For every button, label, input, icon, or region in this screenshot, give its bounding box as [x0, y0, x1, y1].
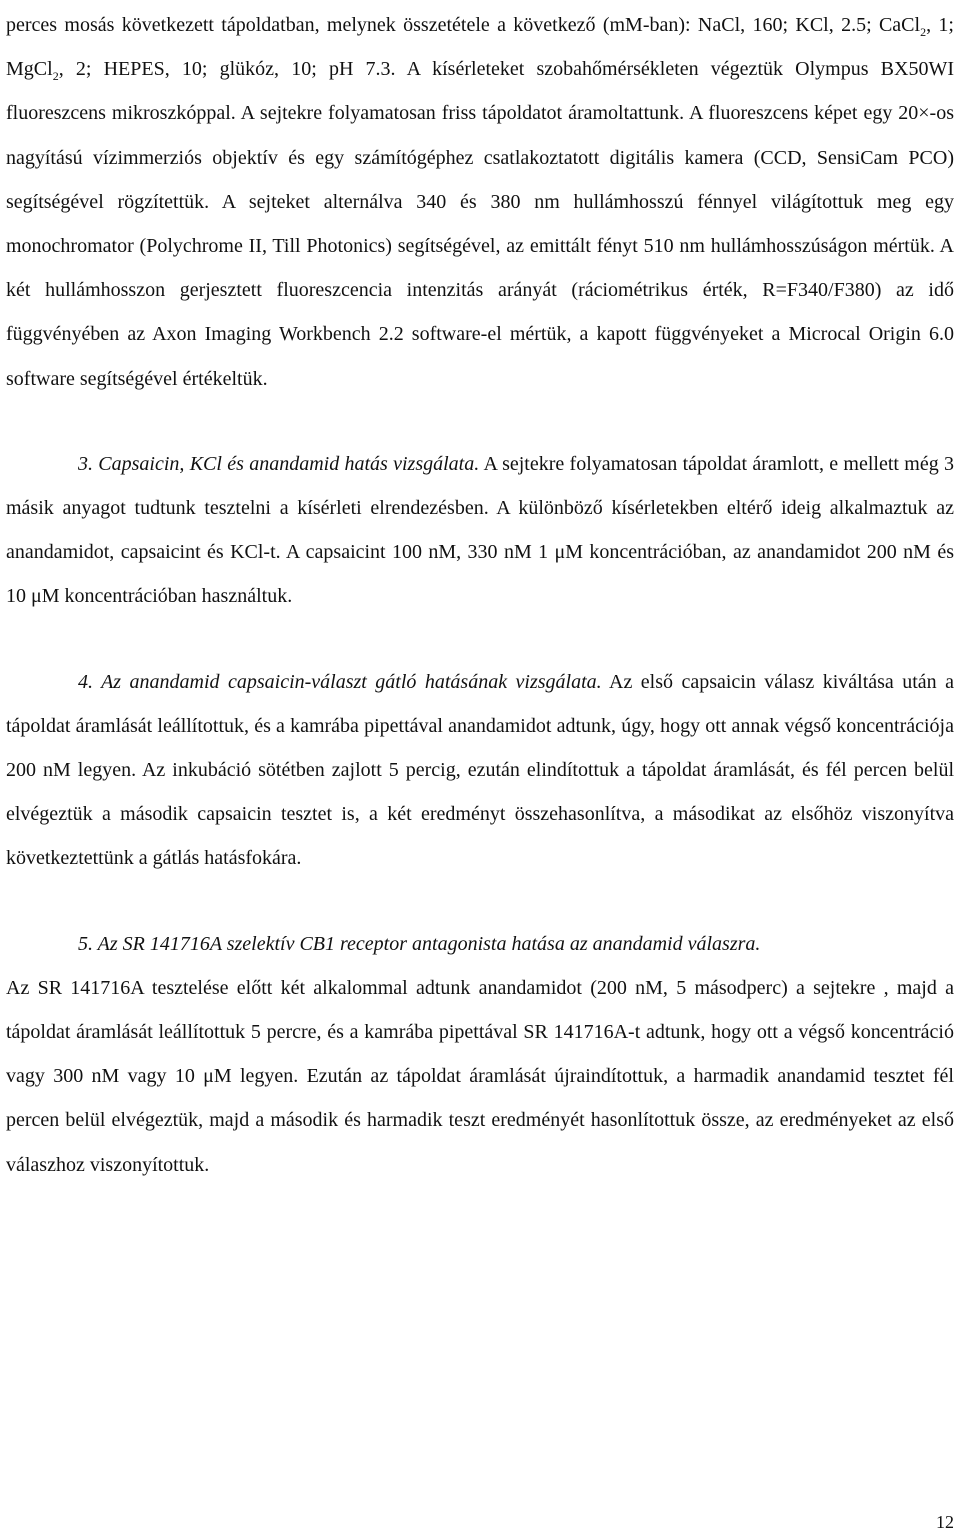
document-page — [6, 3, 954, 1187]
section-4-body: Az első capsaicin válasz kiváltása után a tápoldat áramlását leállítottuk, és a kamrába pipettával anandamidot adtunk, úgy, hogy ott annak végső koncentrációja 200 nM legyen. Az inkubáció sötétben zajlott 5 percig, ezután elindítottuk a tápoldat áramlását, és fél percen belül elvégeztük a második capsaicin tesztet is, a két eredményt összehasonlítva, a másodikat az elsőhöz viszonyítva következtettünk a gátlás hatásfokára. — [6, 670, 955, 870]
paragraph-gap — [6, 619, 954, 660]
section-4-paragraph — [6, 660, 954, 881]
section-5-body: Az SR 141716A tesztelése előtt két alkalommal adtunk anandamidot (200 nM, 5 másodperc) a sejtekre , majd a tápoldat áramlását leállítottuk 5 percre, és a kamrába pipettával SR 141716A-t adtunk, hogy ott a végső koncentráció vagy 300 nM vagy 10 μM legyen. Ezután az tápoldat áramlását újraindítottuk, a harmadik anandamid tesztet fél percen belül elvégeztük, majd a második és harmadik teszt eredményét hasonlítottuk össze, az eredményeket az első válaszhoz viszonyítottuk. — [6, 976, 954, 1176]
section-3-heading: 3. Capsaicin, KCl és anandamid hatás vizsgálata. — [78, 452, 480, 475]
paragraph-gap — [6, 401, 954, 442]
paragraph-gap — [6, 881, 954, 922]
section-3-body: A sejtekre folyamatosan tápoldat áramlott, e mellett még 3 másik anyagot tudtunk tesztelni a kísérleti elrendezésben. A különböző kísérletekben eltérő ideig alkalmaztuk az anandamidot, capsaicint és KCl-t. A capsaicint 100 nM, 330 nM 1 μM koncentrációban, az anandamidot 200 nM és 10 μM koncentrációban használtuk. — [6, 452, 954, 608]
section-3-paragraph — [6, 442, 954, 619]
section-5-heading: 5. Az SR 141716A szelektív CB1 receptor antagonista hatása az anandamid válaszra. — [78, 932, 761, 955]
section-5-heading-line — [6, 922, 954, 966]
page-number: 12 — [936, 1512, 954, 1532]
methods-paragraph: perces mosás következett tápoldatban, melynek összetétele a következő (mM-ban): NaCl, 160; KCl, 2.5; CaCl$_2$, 1; MgCl$_2$, 2; HEPES, 10; glükóz, 10; pH 7.3. A kísérleteket szobahőmérsékleten végeztük Olympus BX50WI fluoreszcens mikroszkóppal. A sejtekre folyamatosan friss tápoldatot áramoltattunk. A fluoreszcens képet egy 20×-os nagyítású vízimmerziós objektív és egy számítógéphez csatlakoztatott digitális kamera (CCD, SensiCam PCO) segítségével rögzítettük. A sejteket alternálva 340 és 380 nm hullámhosszú fénnyel világítottuk meg egy monochromator (Polychrome II, Till Photonics) segítségével, az emittált fényt 510 nm hullámhosszúságon mértük. A két hullámhosszon gerjesztett fluoreszcencia intenzitás arányát (ráciométrikus érték, R=F340/F380) az idő függvényében az Axon Imaging Workbench 2.2 software-el mértük, a kapott függvényeket a Microcal Origin 6.0 software segítségével értékeltük. — [6, 14, 954, 390]
section-4-heading: 4. Az anandamid capsaicin-választ gátló hatásának vizsgálata. — [78, 670, 602, 693]
